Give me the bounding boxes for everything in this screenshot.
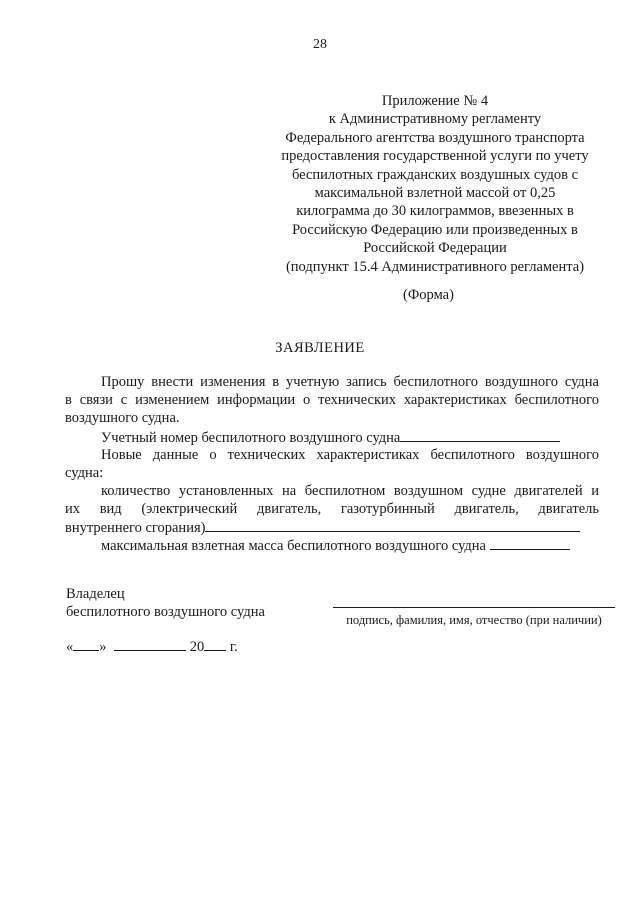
appendix-line: беспилотных гражданских воздушных судов с xyxy=(291,166,579,183)
engines-row xyxy=(65,518,599,537)
appendix-line: (подпункт 15.4 Административного регламента) xyxy=(285,258,585,275)
document-title: ЗАЯВЛЕНИЕ xyxy=(275,340,365,356)
date-month-field[interactable] xyxy=(114,637,186,651)
owner-label: беспилотного воздушного судна xyxy=(66,604,265,620)
appendix-line: Российскую Федерацию или произведенных в xyxy=(292,221,578,238)
date-close-quote: » xyxy=(99,639,107,655)
date-year-field[interactable] xyxy=(204,637,226,651)
appendix-line: к Административному регламенту xyxy=(328,111,542,128)
date-day-field[interactable] xyxy=(73,637,99,651)
new-data-line: судна: xyxy=(65,465,104,481)
request-line: Прошу внести изменения в учетную запись беспилотного воздушного судна xyxy=(101,374,599,390)
mass-row xyxy=(65,536,599,555)
appendix-line: килограмма до 30 килограммов, ввезенных в xyxy=(296,203,574,220)
appendix-line: Федерального агентства воздушного транспорта xyxy=(285,129,585,146)
page-number: 28 xyxy=(313,37,327,52)
appendix-line: предоставления государственной услуги по учету xyxy=(281,148,589,165)
engines-label: внутреннего сгорания) xyxy=(65,520,206,536)
signature-caption: подпись, фамилия, имя, отчество (при наличии) xyxy=(346,613,602,627)
form-mark: (Форма) xyxy=(403,287,454,303)
account-number-row xyxy=(65,428,599,447)
appendix-header xyxy=(250,92,620,276)
appendix-line: Российской Федерации xyxy=(363,240,507,257)
appendix-line: максимальной взлетной массой от 0,25 xyxy=(314,185,556,202)
request-line: воздушного судна. xyxy=(65,410,180,426)
date-year-suffix: г. xyxy=(229,639,238,655)
request-line: в связи с изменением информации о технических характеристиках беспилотного xyxy=(65,392,599,408)
date-open-quote: « xyxy=(66,639,74,655)
date-year-prefix: 20 xyxy=(189,639,205,655)
signature-field[interactable] xyxy=(333,607,615,608)
new-data-line: Новые данные о технических характеристиках беспилотного воздушного xyxy=(101,447,599,463)
engines-field[interactable] xyxy=(205,518,580,532)
engines-line: их вид (электрический двигатель, газотурбинный двигатель, двигатель xyxy=(65,501,599,517)
mass-label: максимальная взлетная масса беспилотного воздушного судна xyxy=(101,538,486,554)
engines-line: количество установленных на беспилотном воздушном судне двигателей и xyxy=(101,483,599,499)
date-row xyxy=(66,637,238,656)
mass-field[interactable] xyxy=(490,536,570,550)
account-number-label: Учетный номер беспилотного воздушного судна xyxy=(101,430,401,446)
owner-label: Владелец xyxy=(66,586,125,602)
account-number-field[interactable] xyxy=(400,428,560,442)
appendix-title: Приложение № 4 xyxy=(381,93,489,109)
